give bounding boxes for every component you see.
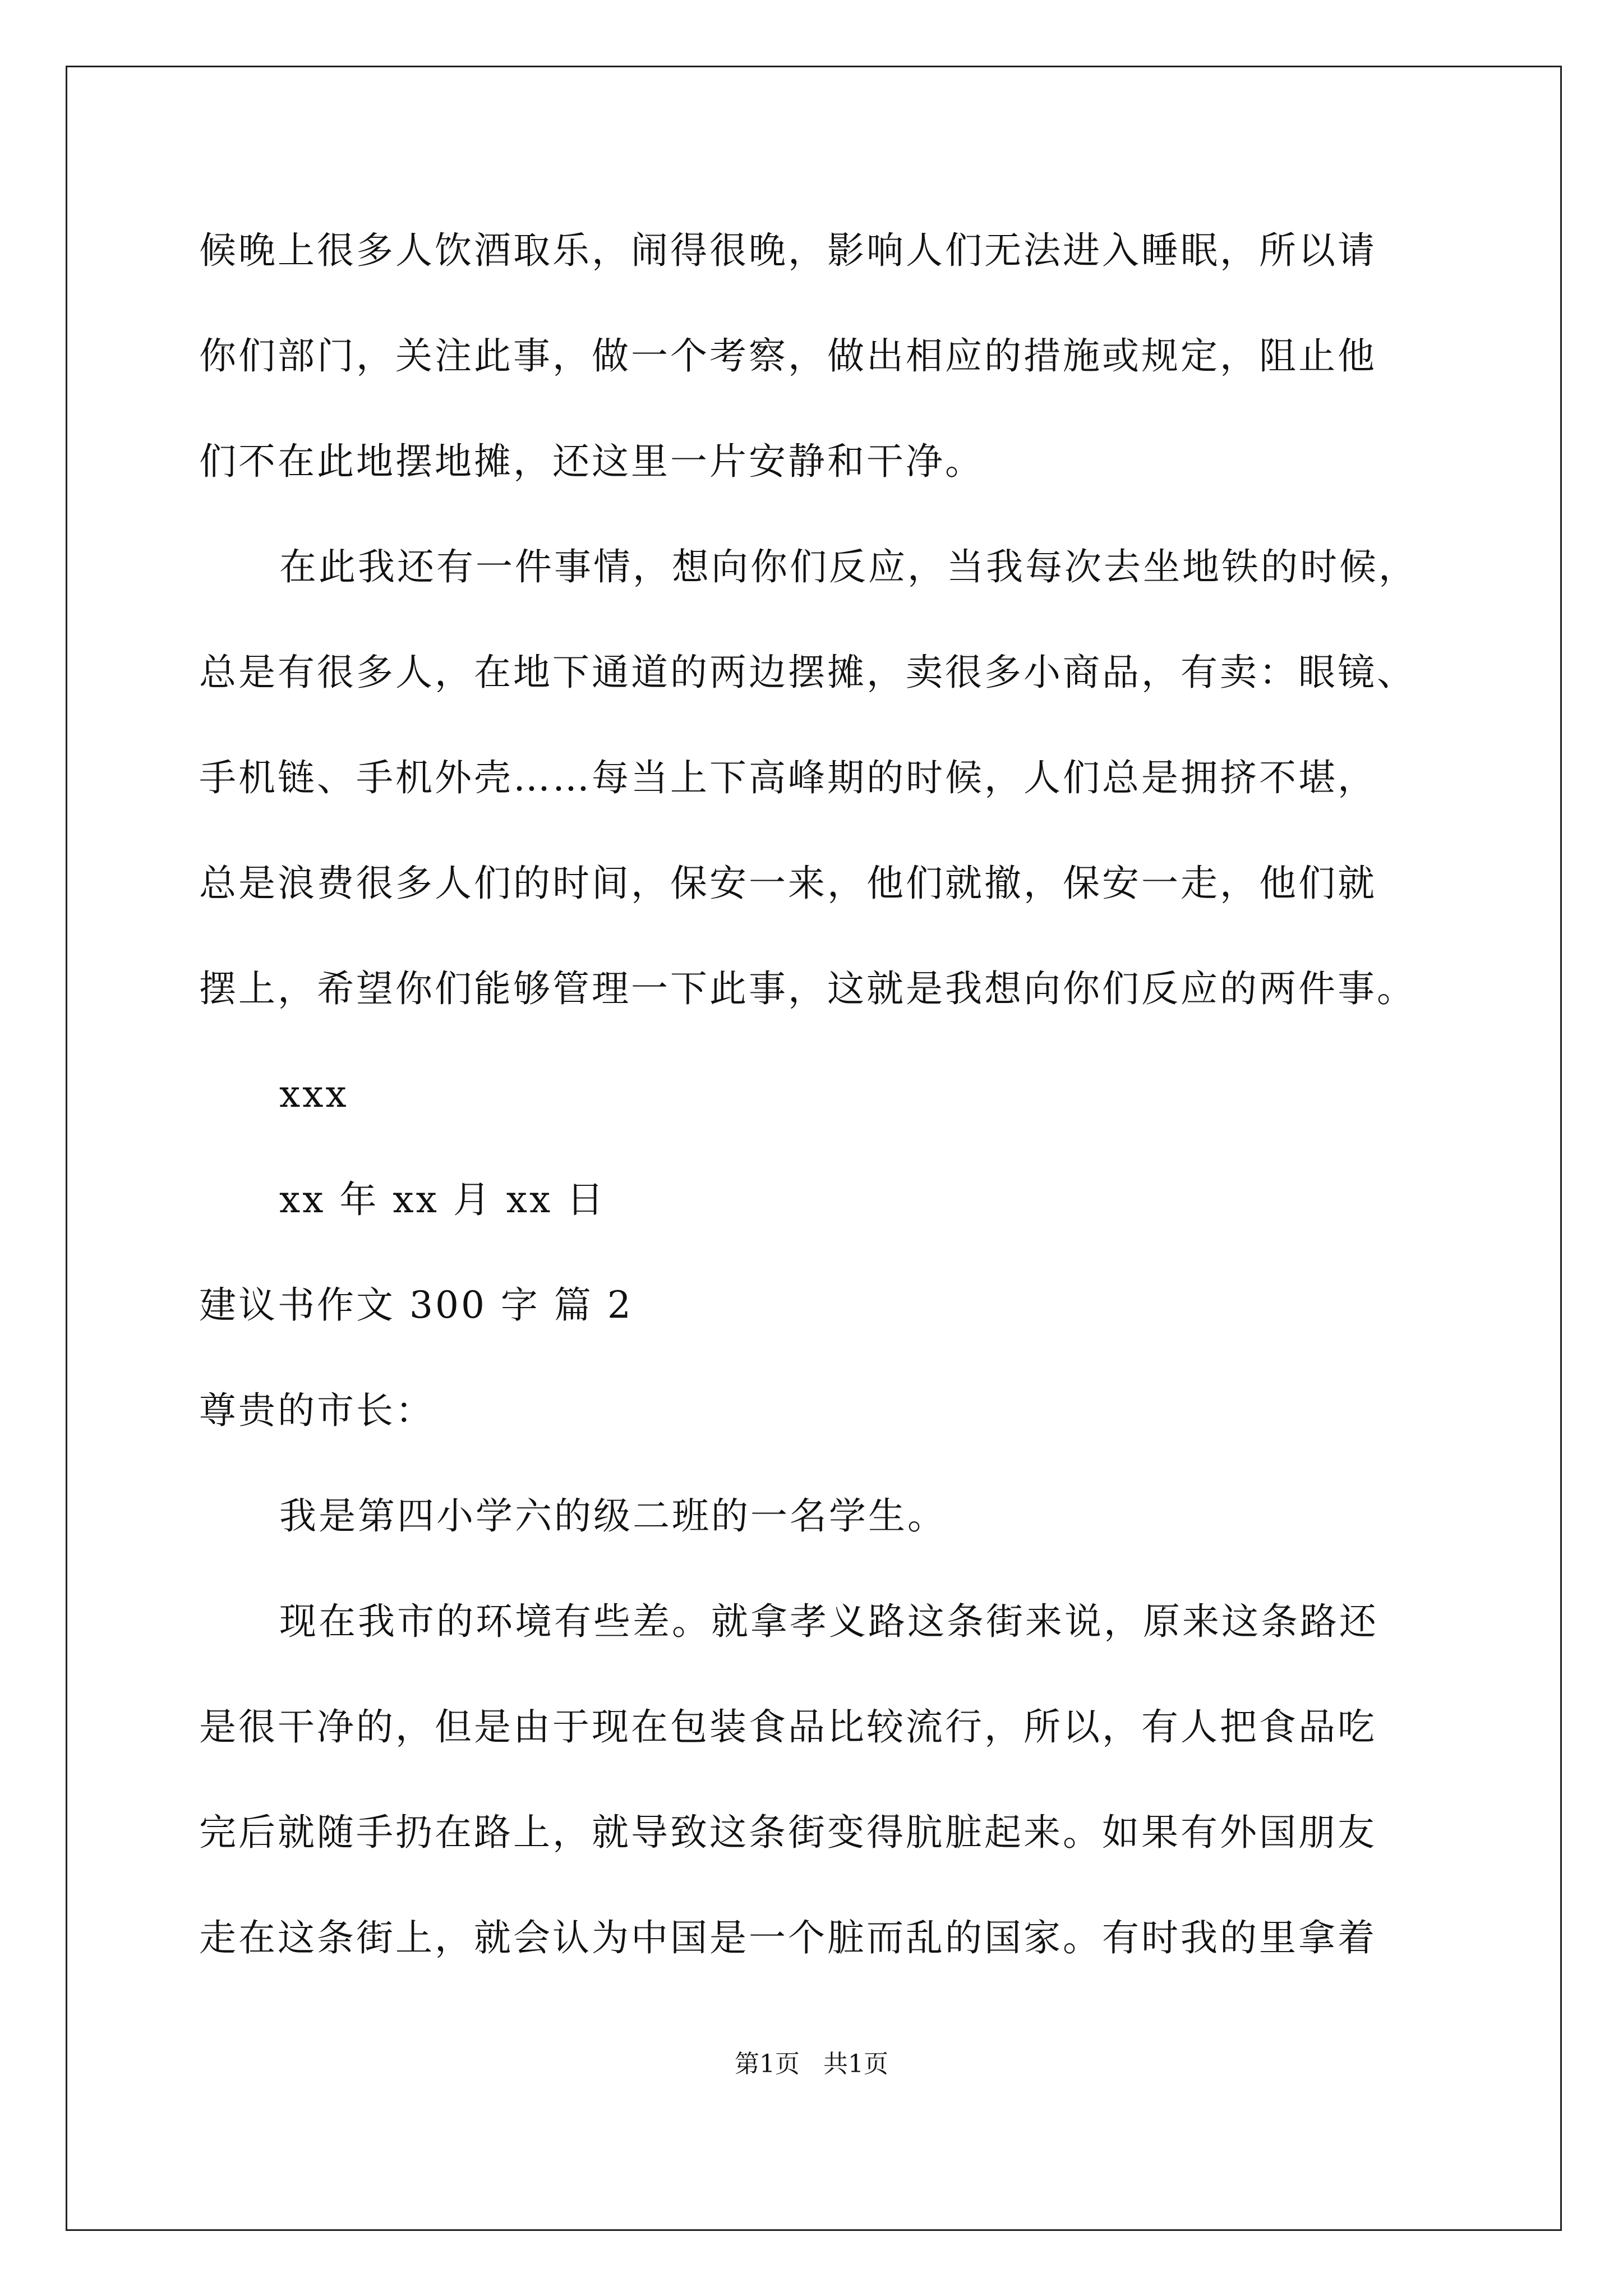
text-line: 摆上，希望你们能够管理一下此事，这就是我想向你们反应的两件事。 bbox=[199, 967, 1416, 1010]
text-line: 总是浪费很多人们的时间，保安一来，他们就撤，保安一走，他们就 bbox=[199, 862, 1377, 905]
text-line: 你们部门，关注此事，做一个考察，做出相应的措施或规定，阻止他 bbox=[199, 334, 1377, 378]
text-line: 是很干净的，但是由于现在包装食品比较流行，所以，有人把食品吃 bbox=[199, 1705, 1377, 1749]
text-line: 总是有很多人，在地下通道的两边摆摊，卖很多小商品，有卖：眼镜、 bbox=[199, 651, 1416, 694]
page-footer: 第1页 共1页 bbox=[735, 2050, 888, 2078]
text-line: 走在这条街上，就会认为中国是一个脏而乱的国家。有时我的里拿着 bbox=[199, 1916, 1377, 1959]
section-heading: 建议书作文 300 字 篇 2 bbox=[199, 1283, 633, 1327]
text-line: 现在我市的环境有些差。就拿孝义路这条街来说，原来这条路还 bbox=[279, 1600, 1378, 1643]
text-line: 我是第四小学六的级二班的一名学生。 bbox=[279, 1494, 947, 1538]
signature-name: xxx bbox=[279, 1073, 349, 1116]
text-line: 手机链、手机外壳……每当上下高峰期的时候，人们总是拥挤不堪， bbox=[199, 756, 1377, 799]
page-frame bbox=[66, 66, 1562, 2231]
text-line: 候晚上很多人饮酒取乐，闹得很晚，影响人们无法进入睡眠，所以请 bbox=[199, 229, 1377, 272]
text-line: 在此我还有一件事情，想向你们反应，当我每次去坐地铁的时候， bbox=[279, 545, 1418, 588]
signature-date: xx 年 xx 月 xx 日 bbox=[279, 1178, 606, 1221]
text-line: 完后就随手扔在路上，就导致这条街变得肮脏起来。如果有外国朋友 bbox=[199, 1811, 1377, 1854]
text-line: 们不在此地摆地摊，还这里一片安静和干净。 bbox=[199, 440, 984, 483]
salutation: 尊贵的市长： bbox=[199, 1389, 435, 1432]
